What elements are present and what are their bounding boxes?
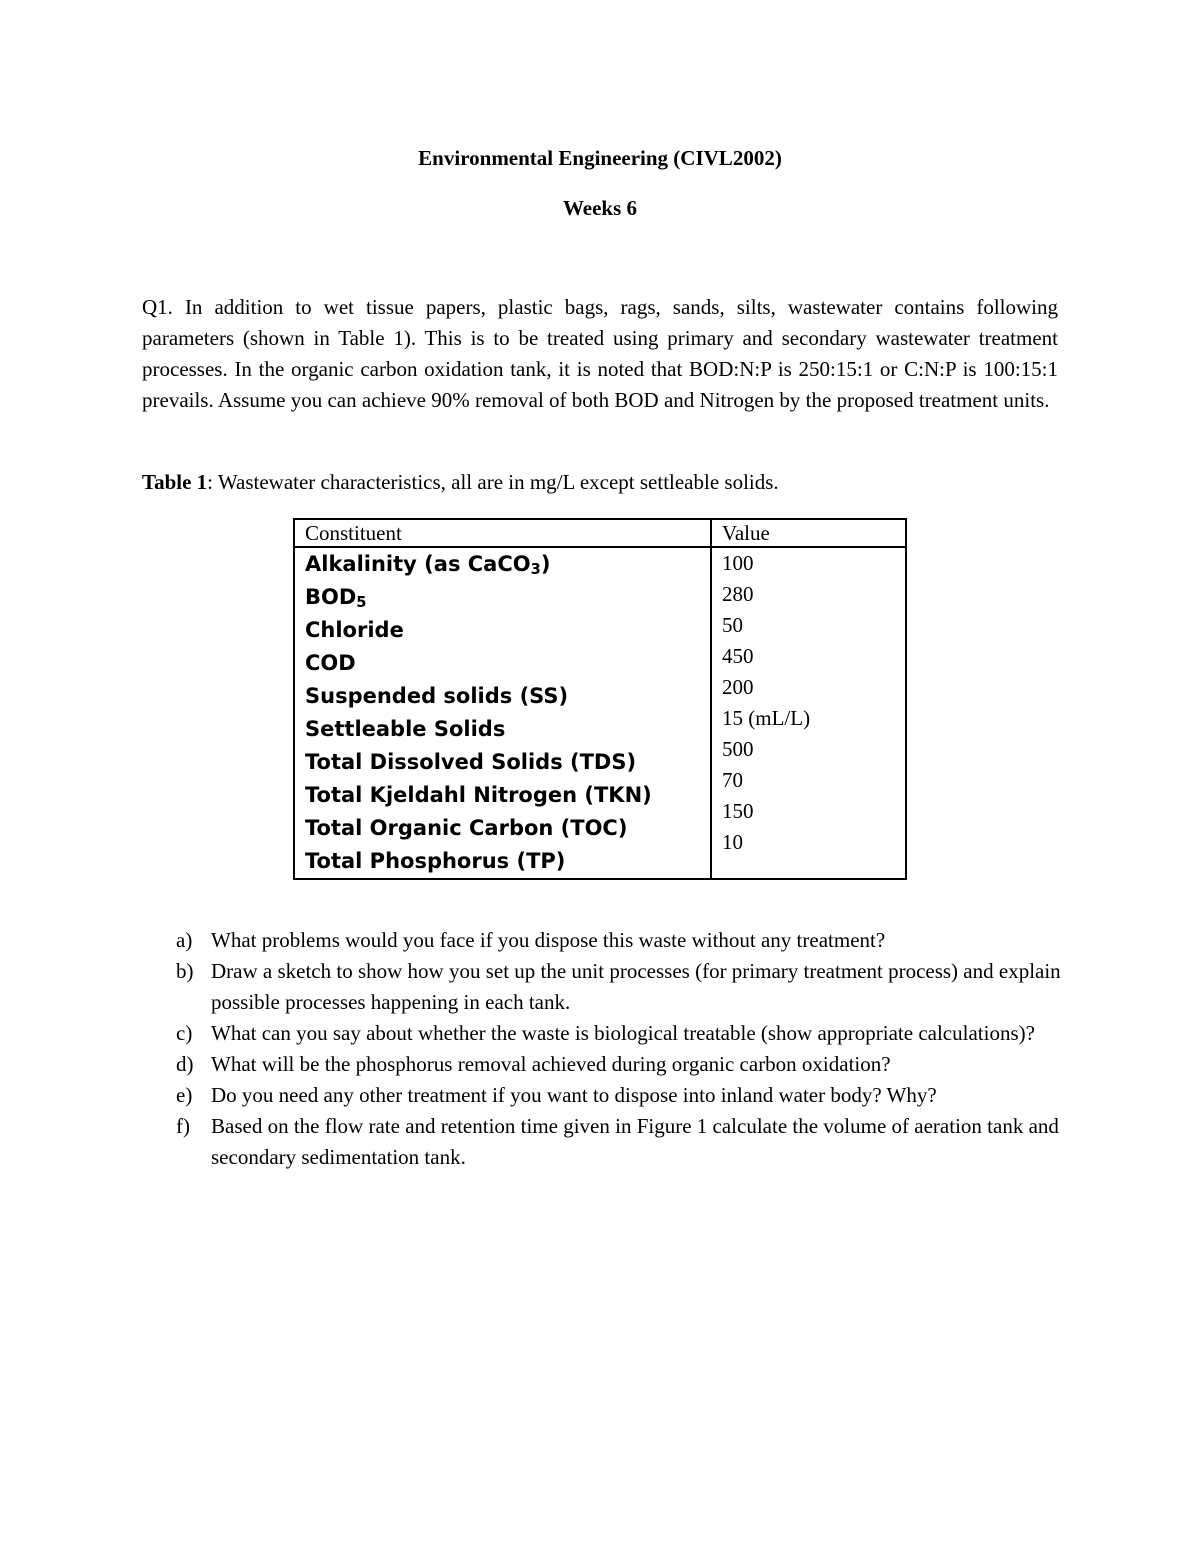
constituent-column: [294, 547, 711, 879]
wastewater-table: [293, 518, 907, 880]
item-label: c): [176, 1021, 193, 1045]
item-text: What can you say about whether the waste is biological treatable (show appropriate calculations)?: [211, 1021, 1035, 1045]
item-text: What will be the phosphorus removal achieved during organic carbon oxidation?: [211, 1052, 891, 1076]
header-value: Value: [711, 519, 906, 547]
value-cell: 70: [722, 768, 743, 792]
constituent-cell: Settleable Solids: [305, 717, 506, 741]
item-label: a): [176, 928, 193, 952]
constituent-cell: Alkalinity (as CaCO$_3$): [305, 552, 551, 578]
value-cell: 500: [722, 737, 754, 761]
question-1-text: Q1. In addition to wet tissue papers, plastic bags, rags, sands, silts, wastewater contains following parameters (shown in Table 1). This is to be treated using primary and secondary wastewater treatment processes. In the organic carbon oxidation tank, it is noted that BOD:N:P is 250:15:1 or C:N:P is 100:15:1 prevails. Assume you can achieve 90% removal of both BOD and Nitrogen by the proposed treatment units.: [142, 295, 1058, 412]
table-header-row: [294, 519, 906, 547]
table-caption-label: Table 1: [142, 470, 208, 494]
list-item: [176, 956, 1076, 1018]
value-cell: 200: [722, 675, 754, 699]
table-caption: [142, 470, 1058, 495]
subquestion-list: [176, 925, 1076, 1173]
item-label: f): [176, 1114, 190, 1138]
document-title: Environmental Engineering (CIVL2002): [418, 146, 782, 170]
table-body-row: [294, 547, 906, 879]
item-text: Based on the flow rate and retention time given in Figure 1 calculate the volume of aeration tank and secondary sedimentation tank.: [211, 1114, 1059, 1169]
value-column: [711, 547, 906, 879]
value-cell: 15 (mL/L): [722, 706, 811, 730]
value-cell: 150: [722, 799, 754, 823]
item-label: d): [176, 1052, 194, 1076]
constituent-cell: $BOD_5$: [305, 585, 367, 611]
constituent-cell: COD: [305, 651, 356, 675]
constituent-cell: Total Organic Carbon (TOC): [305, 816, 628, 840]
value-cell: 10: [722, 830, 743, 854]
value-cell: 100: [722, 551, 754, 575]
constituent-cell: Total Phosphorus (TP): [305, 849, 566, 873]
item-text: Do you need any other treatment if you want to dispose into inland water body? Why?: [211, 1083, 937, 1107]
item-label: e): [176, 1083, 193, 1107]
item-text: What problems would you face if you dispose this waste without any treatment?: [211, 928, 886, 952]
list-item: [176, 1018, 1076, 1049]
list-item: [176, 1080, 1076, 1111]
table-caption-text: : Wastewater characteristics, all are in mg/L except settleable solids.: [207, 470, 779, 494]
list-item: [176, 925, 1076, 956]
value-cell: 450: [722, 644, 754, 668]
item-label: b): [176, 959, 194, 983]
list-item: [176, 1049, 1076, 1080]
document-week: Weeks 6: [562, 196, 638, 220]
constituent-cell: Total Dissolved Solids (TDS): [305, 750, 637, 774]
item-text: Draw a sketch to show how you set up the unit processes (for primary treatment process) and explain possible processes happening in each tank.: [211, 959, 1061, 1014]
constituent-cell: Total Kjeldahl Nitrogen (TKN): [305, 783, 652, 807]
constituent-cell: Chloride: [305, 618, 404, 642]
list-item: [176, 1111, 1076, 1173]
value-cell: 50: [722, 613, 743, 637]
value-cell: 280: [722, 582, 754, 606]
constituent-cell: Suspended solids (SS): [305, 684, 569, 708]
header-constituent: Constituent: [294, 519, 711, 547]
